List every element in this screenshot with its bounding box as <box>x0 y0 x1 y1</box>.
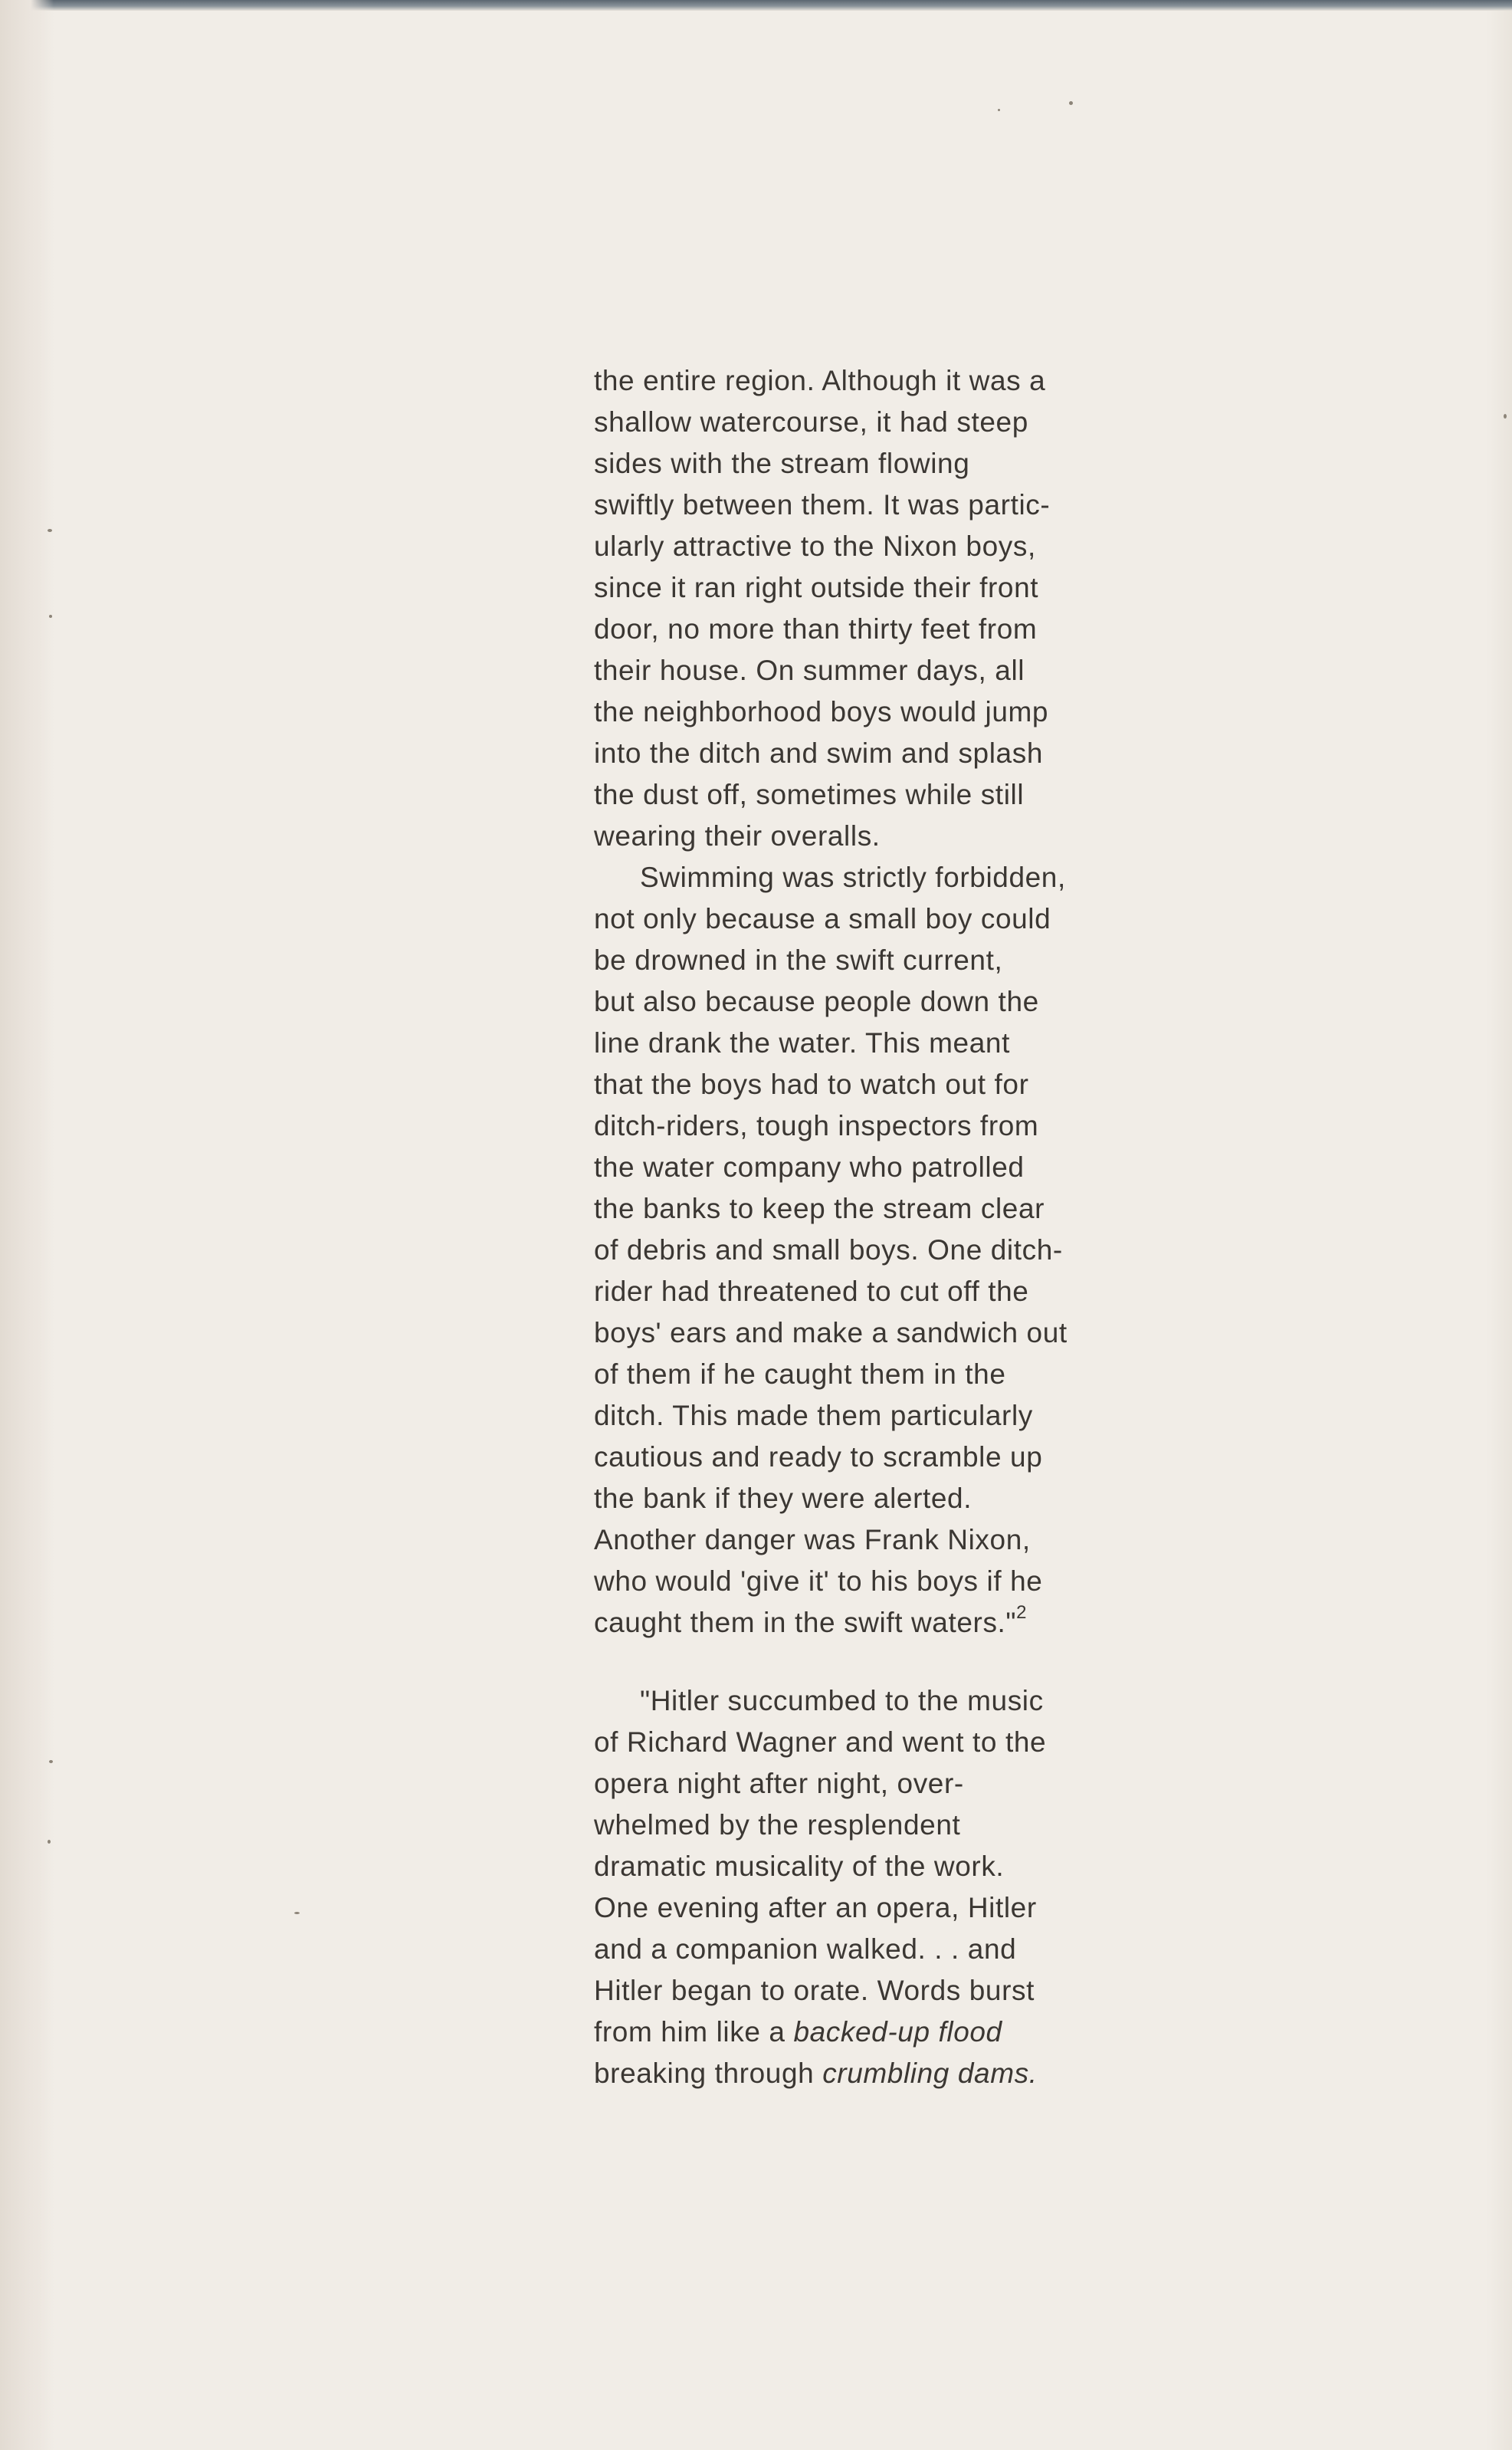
italic-phrase: backed-up flood <box>793 2016 1002 2048</box>
text-line: dramatic musicality of the work. <box>594 1851 1005 1882</box>
text-line: but also because people down the <box>594 986 1039 1017</box>
text-line: the neighborhood boys would jump <box>594 696 1049 727</box>
scan-speck <box>49 1760 53 1763</box>
text-line: wearing their overalls. <box>594 820 881 852</box>
text-line: One evening after an opera, Hitler <box>594 1892 1037 1923</box>
text-line: sides with the stream flowing <box>594 448 970 479</box>
text-line: "Hitler succumbed to the music <box>640 1685 1044 1716</box>
text-run: from him like a <box>594 2016 794 2048</box>
text-line: since it ran right outside their front <box>594 572 1039 603</box>
text-line: Another danger was Frank Nixon, <box>594 1524 1031 1555</box>
footnote-marker: 2 <box>1016 1602 1028 1623</box>
text-line: door, no more than thirty feet from <box>594 613 1038 645</box>
body-text <box>594 360 1130 2094</box>
paragraph-3 <box>594 1680 1130 2094</box>
text-line: ditch-riders, tough inspectors from <box>594 1110 1039 1141</box>
text-line: that the boys had to watch out for <box>594 1069 1029 1100</box>
scan-speck <box>1069 101 1073 105</box>
text-line <box>594 1602 1130 1644</box>
text-line: who would 'give it' to his boys if he <box>594 1565 1043 1597</box>
text-line: shallow watercourse, it had steep <box>594 406 1028 438</box>
text-line: the banks to keep the stream clear <box>594 1193 1045 1224</box>
text-line: whelmed by the resplendent <box>594 1809 961 1841</box>
text-line: of them if he caught them in the <box>594 1358 1006 1390</box>
paragraph-2 <box>594 857 1130 1644</box>
page-top-edge <box>0 0 1512 11</box>
text-line: rider had threatened to cut off the <box>594 1276 1029 1307</box>
paragraph-gap <box>594 1644 1130 1680</box>
text-line <box>594 2012 1130 2053</box>
italic-phrase: crumbling dams. <box>822 2058 1038 2089</box>
text-line: not only because a small boy could <box>594 903 1051 934</box>
text-line: opera night after night, over- <box>594 1768 964 1799</box>
text-line: line drank the water. This meant <box>594 1027 1010 1059</box>
text-line: ularly attractive to the Nixon boys, <box>594 530 1036 562</box>
text-line <box>594 2053 1130 2094</box>
page-binding-shadow <box>0 0 54 2450</box>
text-line: the dust off, sometimes while still <box>594 779 1025 810</box>
scan-speck <box>998 109 1000 111</box>
text-line: Swimming was strictly forbidden, <box>640 862 1066 893</box>
scan-speck <box>49 615 52 618</box>
text-line: cautious and ready to scramble up <box>594 1441 1043 1473</box>
quote-end-text: caught them in the swift waters." <box>594 1607 1017 1638</box>
text-line: boys' ears and make a sandwich out <box>594 1317 1068 1348</box>
text-line: into the ditch and swim and splash <box>594 737 1044 769</box>
text-line: of Richard Wagner and went to the <box>594 1726 1047 1758</box>
text-line: swiftly between them. It was partic- <box>594 489 1051 521</box>
text-line: and a companion walked. . . and <box>594 1933 1017 1965</box>
text-run: breaking through <box>594 2058 823 2089</box>
scan-speck <box>294 1912 300 1914</box>
text-line: of debris and small boys. One ditch- <box>594 1234 1063 1266</box>
text-line: ditch. This made them particularly <box>594 1400 1033 1431</box>
text-line: the entire region. Although it was a <box>594 365 1046 396</box>
text-line: Hitler began to orate. Words burst <box>594 1975 1035 2006</box>
scan-speck <box>1504 414 1507 419</box>
text-line: the bank if they were alerted. <box>594 1483 972 1514</box>
text-line: the water company who patrolled <box>594 1151 1025 1183</box>
text-line: their house. On summer days, all <box>594 655 1025 686</box>
scan-speck <box>48 529 52 532</box>
scan-speck <box>48 1840 51 1844</box>
paragraph-1 <box>594 360 1130 857</box>
text-line: be drowned in the swift current, <box>594 944 1003 976</box>
